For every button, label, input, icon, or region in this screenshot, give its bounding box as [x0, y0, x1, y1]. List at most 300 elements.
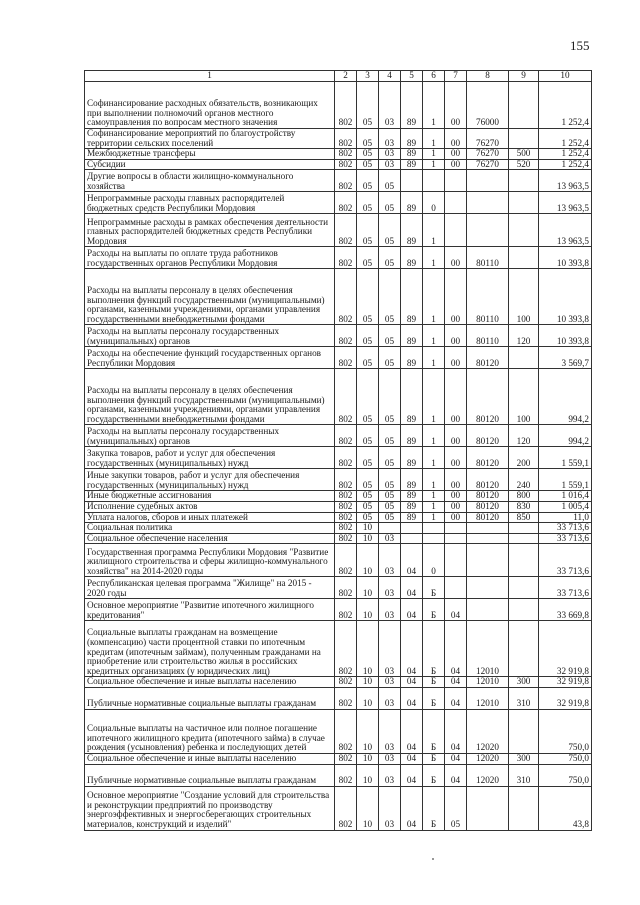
row-event: 04	[445, 687, 467, 709]
row-admin-code: 802	[335, 129, 357, 149]
column-header: 9	[509, 71, 539, 82]
row-admin-code: 802	[335, 544, 357, 577]
row-amount: 33 713,6	[539, 523, 592, 534]
table-row	[85, 523, 592, 534]
row-direction: 12020	[467, 709, 509, 753]
row-subsection: 03	[379, 544, 401, 577]
row-direction: 80120	[467, 425, 509, 447]
row-section: 10	[357, 687, 379, 709]
row-amount: 1 559,1	[539, 447, 592, 469]
row-section: 05	[357, 347, 379, 369]
column-header: 10	[539, 71, 592, 82]
row-subsection: 05	[379, 369, 401, 425]
row-section: 10	[357, 621, 379, 677]
row-subprogram: 1	[423, 501, 445, 512]
row-name: Социальное обеспечение населения	[85, 533, 335, 544]
row-subprogram: 1	[423, 369, 445, 425]
row-program: 04	[401, 544, 423, 577]
row-program: 04	[401, 599, 423, 621]
row-event: 00	[445, 159, 467, 170]
row-name: Расходы на выплаты персоналу в целях обеспечения выполнения функций государственными (муниципальными) органами, казенными учреждениями, органами управления государственными внебюджетными фондами	[85, 369, 335, 425]
table-row	[85, 159, 592, 170]
row-section: 10	[357, 786, 379, 830]
row-expense-type	[509, 577, 539, 599]
row-direction	[467, 214, 509, 247]
row-section: 05	[357, 129, 379, 149]
row-subprogram: Б	[423, 753, 445, 764]
row-subprogram	[423, 523, 445, 534]
row-event: 04	[445, 621, 467, 677]
row-section: 05	[357, 159, 379, 170]
row-direction: 80120	[467, 347, 509, 369]
row-admin-code: 802	[335, 677, 357, 688]
row-expense-type	[509, 533, 539, 544]
row-admin-code: 802	[335, 687, 357, 709]
row-expense-type: 310	[509, 687, 539, 709]
row-expense-type: 300	[509, 753, 539, 764]
row-admin-code: 802	[335, 369, 357, 425]
row-subprogram: 1	[423, 129, 445, 149]
row-name: Социальные выплаты на частичное или полное погашение ипотечного жилищного кредита (ипотечного займа) в случае рождения (усыновления) ребенка и последующих детей	[85, 709, 335, 753]
row-expense-type	[509, 192, 539, 214]
table-row	[85, 447, 592, 469]
column-header: 6	[423, 71, 445, 82]
row-admin-code: 802	[335, 764, 357, 786]
row-direction	[467, 523, 509, 534]
row-name: Расходы на выплаты персоналу в целях обеспечения выполнения функций государственными (муниципальными) органами, казенными учреждениями, органами управления государственными внебюджетными фондами	[85, 269, 335, 325]
row-amount: 1 559,1	[539, 469, 592, 491]
row-subsection: 03	[379, 764, 401, 786]
row-program: 04	[401, 677, 423, 688]
column-header: 1	[85, 71, 335, 82]
row-amount: 994,2	[539, 369, 592, 425]
column-header: 7	[445, 71, 467, 82]
row-program: 04	[401, 753, 423, 764]
row-subprogram: 1	[423, 325, 445, 347]
row-section: 05	[357, 149, 379, 160]
table-row	[85, 347, 592, 369]
row-direction	[467, 170, 509, 192]
row-program: 04	[401, 621, 423, 677]
row-program: 89	[401, 325, 423, 347]
table-row	[85, 533, 592, 544]
row-event	[445, 192, 467, 214]
row-name: Межбюджетные трансферы	[85, 149, 335, 160]
row-amount: 750,0	[539, 709, 592, 753]
row-direction: 80120	[467, 491, 509, 502]
row-program: 04	[401, 687, 423, 709]
budget-table	[84, 70, 592, 831]
row-name: Закупка товаров, работ и услуг для обеспечения государственных (муниципальных) нужд	[85, 447, 335, 469]
row-admin-code: 802	[335, 192, 357, 214]
row-event: 04	[445, 764, 467, 786]
column-header: 3	[357, 71, 379, 82]
row-section: 05	[357, 491, 379, 502]
row-program: 89	[401, 425, 423, 447]
row-amount: 1 005,4	[539, 501, 592, 512]
row-event: 04	[445, 709, 467, 753]
row-subprogram: 1	[423, 347, 445, 369]
row-admin-code: 802	[335, 533, 357, 544]
column-header: 8	[467, 71, 509, 82]
row-expense-type	[509, 247, 539, 269]
row-name: Основное мероприятие "Развитие ипотечного жилищного кредитования"	[85, 599, 335, 621]
row-name: Расходы на выплаты персоналу государственных (муниципальных) органов	[85, 425, 335, 447]
row-subsection: 03	[379, 82, 401, 129]
row-subsection: 03	[379, 677, 401, 688]
row-admin-code: 802	[335, 325, 357, 347]
row-direction	[467, 544, 509, 577]
row-subsection: 03	[379, 687, 401, 709]
row-expense-type: 500	[509, 149, 539, 160]
row-admin-code: 802	[335, 621, 357, 677]
row-section: 10	[357, 677, 379, 688]
row-subsection: 03	[379, 709, 401, 753]
row-name: Социальная политика	[85, 523, 335, 534]
row-program	[401, 170, 423, 192]
row-expense-type: 100	[509, 269, 539, 325]
row-name: Субсидии	[85, 159, 335, 170]
row-subprogram	[423, 533, 445, 544]
row-expense-type: 850	[509, 512, 539, 523]
row-amount: 32 919,8	[539, 687, 592, 709]
row-subsection: 05	[379, 501, 401, 512]
row-direction: 12010	[467, 687, 509, 709]
row-expense-type	[509, 347, 539, 369]
row-subprogram: Б	[423, 709, 445, 753]
table-row	[85, 753, 592, 764]
row-expense-type	[509, 214, 539, 247]
row-subprogram: 1	[423, 425, 445, 447]
row-expense-type: 520	[509, 159, 539, 170]
row-section: 05	[357, 447, 379, 469]
row-section: 05	[357, 247, 379, 269]
row-subprogram	[423, 170, 445, 192]
row-direction: 80120	[467, 501, 509, 512]
row-section: 05	[357, 469, 379, 491]
row-expense-type	[509, 709, 539, 753]
row-amount: 33 713,6	[539, 577, 592, 599]
row-amount: 1 252,4	[539, 82, 592, 129]
row-section: 05	[357, 325, 379, 347]
row-program: 89	[401, 512, 423, 523]
row-expense-type: 100	[509, 369, 539, 425]
row-subsection: 03	[379, 786, 401, 830]
row-event: 00	[445, 501, 467, 512]
row-direction: 12010	[467, 677, 509, 688]
row-program: 89	[401, 247, 423, 269]
table-row	[85, 82, 592, 129]
row-admin-code: 802	[335, 501, 357, 512]
row-subprogram: 0	[423, 544, 445, 577]
row-admin-code: 802	[335, 512, 357, 523]
table-row	[85, 425, 592, 447]
row-section: 10	[357, 533, 379, 544]
row-event: 05	[445, 786, 467, 830]
row-amount: 13 963,5	[539, 170, 592, 192]
row-subsection	[379, 523, 401, 534]
row-program	[401, 533, 423, 544]
table-row	[85, 621, 592, 677]
row-section: 10	[357, 709, 379, 753]
row-name: Республиканская целевая программа "Жилище" на 2015 - 2020 годы	[85, 577, 335, 599]
row-admin-code: 802	[335, 425, 357, 447]
row-subsection: 05	[379, 469, 401, 491]
row-admin-code: 802	[335, 447, 357, 469]
row-event: 00	[445, 491, 467, 502]
column-header: 2	[335, 71, 357, 82]
row-section: 05	[357, 512, 379, 523]
row-admin-code: 802	[335, 214, 357, 247]
table-row	[85, 577, 592, 599]
row-section: 10	[357, 764, 379, 786]
row-program: 89	[401, 149, 423, 160]
row-program: 04	[401, 786, 423, 830]
row-subprogram: 1	[423, 512, 445, 523]
row-subprogram: 1	[423, 469, 445, 491]
row-amount: 3 569,7	[539, 347, 592, 369]
row-admin-code: 802	[335, 786, 357, 830]
row-program: 04	[401, 709, 423, 753]
row-expense-type: 800	[509, 491, 539, 502]
row-program: 89	[401, 214, 423, 247]
row-expense-type	[509, 599, 539, 621]
row-subsection: 03	[379, 621, 401, 677]
table-body	[85, 82, 592, 831]
row-section: 05	[357, 425, 379, 447]
row-program: 89	[401, 501, 423, 512]
row-direction: 80120	[467, 469, 509, 491]
row-expense-type: 200	[509, 447, 539, 469]
column-header: 5	[401, 71, 423, 82]
row-name: Другие вопросы в области жилищно-коммунального хозяйства	[85, 170, 335, 192]
row-amount: 10 393,8	[539, 269, 592, 325]
row-direction: 80120	[467, 512, 509, 523]
row-section: 10	[357, 753, 379, 764]
row-name: Иные бюджетные ассигнования	[85, 491, 335, 502]
row-section: 05	[357, 170, 379, 192]
row-subprogram: 1	[423, 159, 445, 170]
row-admin-code: 802	[335, 599, 357, 621]
row-direction: 80110	[467, 325, 509, 347]
table-row	[85, 709, 592, 753]
row-subsection: 05	[379, 247, 401, 269]
row-amount: 33 713,6	[539, 533, 592, 544]
row-event: 00	[445, 149, 467, 160]
table-row	[85, 599, 592, 621]
row-name: Непрограммные расходы в рамках обеспечения деятельности главных распорядителей бюджетных средств Республики Мордовия	[85, 214, 335, 247]
row-expense-type	[509, 544, 539, 577]
row-name: Исполнение судебных актов	[85, 501, 335, 512]
row-expense-type: 120	[509, 425, 539, 447]
row-admin-code: 802	[335, 523, 357, 534]
row-amount: 43,8	[539, 786, 592, 830]
header-row	[85, 71, 592, 82]
row-admin-code: 802	[335, 170, 357, 192]
row-subprogram: 1	[423, 491, 445, 502]
table-row	[85, 247, 592, 269]
row-program: 89	[401, 82, 423, 129]
row-section: 05	[357, 192, 379, 214]
row-event: 00	[445, 512, 467, 523]
row-subsection: 05	[379, 491, 401, 502]
row-direction: 12020	[467, 753, 509, 764]
row-expense-type: 310	[509, 764, 539, 786]
row-program: 89	[401, 129, 423, 149]
row-name: Расходы на обеспечение функций государственных органов Республики Мордовия	[85, 347, 335, 369]
row-subprogram: 0	[423, 192, 445, 214]
row-direction	[467, 577, 509, 599]
row-admin-code: 802	[335, 159, 357, 170]
row-direction	[467, 192, 509, 214]
row-admin-code: 802	[335, 577, 357, 599]
row-event	[445, 523, 467, 534]
row-name: Софинансирование мероприятий по благоустройству территории сельских поселений	[85, 129, 335, 149]
row-program: 89	[401, 159, 423, 170]
row-event: 04	[445, 599, 467, 621]
row-event	[445, 533, 467, 544]
table-row	[85, 325, 592, 347]
row-admin-code: 802	[335, 469, 357, 491]
row-name: Непрограммные расходы главных распорядителей бюджетных средств Республики Мордовия	[85, 192, 335, 214]
row-subprogram: Б	[423, 621, 445, 677]
row-event	[445, 170, 467, 192]
row-subsection: 05	[379, 170, 401, 192]
row-subsection: 03	[379, 533, 401, 544]
row-event: 00	[445, 269, 467, 325]
row-event: 00	[445, 347, 467, 369]
row-subsection: 03	[379, 577, 401, 599]
row-event: 00	[445, 447, 467, 469]
row-subsection: 05	[379, 192, 401, 214]
row-subsection: 05	[379, 425, 401, 447]
row-direction: 80120	[467, 447, 509, 469]
row-expense-type	[509, 523, 539, 534]
row-event: 00	[445, 325, 467, 347]
row-admin-code: 802	[335, 753, 357, 764]
row-subprogram: 1	[423, 447, 445, 469]
row-amount: 33 713,6	[539, 544, 592, 577]
row-expense-type	[509, 129, 539, 149]
row-amount: 13 963,5	[539, 214, 592, 247]
row-direction: 80120	[467, 369, 509, 425]
row-amount: 1 252,4	[539, 129, 592, 149]
row-name: Социальное обеспечение и иные выплаты населению	[85, 753, 335, 764]
row-program: 89	[401, 192, 423, 214]
row-amount: 32 919,8	[539, 677, 592, 688]
row-subprogram: 1	[423, 269, 445, 325]
row-admin-code: 802	[335, 149, 357, 160]
row-program: 89	[401, 347, 423, 369]
row-event: 00	[445, 82, 467, 129]
row-direction	[467, 599, 509, 621]
table-row	[85, 469, 592, 491]
row-amount: 750,0	[539, 764, 592, 786]
row-amount: 994,2	[539, 425, 592, 447]
row-direction: 76270	[467, 149, 509, 160]
row-section: 05	[357, 501, 379, 512]
row-subsection: 05	[379, 214, 401, 247]
row-name: Основное мероприятие "Создание условий для строительства и реконструкции предприятий по производству энергоэффективных и энергосберегающих строительных материалов, конструкций и изделий"	[85, 786, 335, 830]
row-event: 00	[445, 425, 467, 447]
row-program: 89	[401, 269, 423, 325]
row-subprogram: Б	[423, 764, 445, 786]
row-name: Расходы на выплаты по оплате труда работников государственных органов Республики Мордовия	[85, 247, 335, 269]
row-subprogram: 1	[423, 247, 445, 269]
row-program: 89	[401, 447, 423, 469]
row-admin-code: 802	[335, 82, 357, 129]
row-admin-code: 802	[335, 491, 357, 502]
row-subsection: 03	[379, 129, 401, 149]
row-admin-code: 802	[335, 269, 357, 325]
row-subsection: 05	[379, 325, 401, 347]
row-event: 04	[445, 677, 467, 688]
row-subsection: 03	[379, 753, 401, 764]
row-name: Расходы на выплаты персоналу государственных (муниципальных) органов	[85, 325, 335, 347]
row-amount: 1 252,4	[539, 149, 592, 160]
row-event: 00	[445, 247, 467, 269]
column-header: 4	[379, 71, 401, 82]
row-program	[401, 523, 423, 534]
row-program: 89	[401, 469, 423, 491]
row-section: 10	[357, 544, 379, 577]
row-subprogram: Б	[423, 786, 445, 830]
row-amount: 13 963,5	[539, 192, 592, 214]
row-amount: 1 252,4	[539, 159, 592, 170]
row-subprogram: Б	[423, 577, 445, 599]
row-subsection: 03	[379, 599, 401, 621]
table-row	[85, 129, 592, 149]
row-section: 05	[357, 269, 379, 325]
row-amount: 32 919,8	[539, 621, 592, 677]
table-row	[85, 687, 592, 709]
row-expense-type	[509, 82, 539, 129]
row-program: 04	[401, 577, 423, 599]
row-section: 10	[357, 599, 379, 621]
row-section: 10	[357, 577, 379, 599]
row-event: 04	[445, 753, 467, 764]
row-direction: 76270	[467, 129, 509, 149]
row-event: 00	[445, 369, 467, 425]
row-section: 05	[357, 214, 379, 247]
row-name: Публичные нормативные социальные выплаты гражданам	[85, 764, 335, 786]
row-admin-code: 802	[335, 347, 357, 369]
row-subsection: 05	[379, 347, 401, 369]
table-row	[85, 677, 592, 688]
row-expense-type	[509, 621, 539, 677]
row-subprogram: 1	[423, 214, 445, 247]
table-row	[85, 170, 592, 192]
row-expense-type: 120	[509, 325, 539, 347]
row-program: 89	[401, 491, 423, 502]
row-name: Уплата налогов, сборов и иных платежей	[85, 512, 335, 523]
row-name: Иные закупки товаров, работ и услуг для обеспечения государственных (муниципальных) нужд	[85, 469, 335, 491]
table-row	[85, 491, 592, 502]
row-section: 10	[357, 523, 379, 534]
row-amount: 33 669,8	[539, 599, 592, 621]
table-row	[85, 512, 592, 523]
row-direction	[467, 786, 509, 830]
row-section: 05	[357, 82, 379, 129]
table-row	[85, 786, 592, 830]
row-subprogram: Б	[423, 599, 445, 621]
table-row	[85, 214, 592, 247]
row-subsection: 05	[379, 447, 401, 469]
row-direction	[467, 533, 509, 544]
row-subsection: 05	[379, 512, 401, 523]
row-event	[445, 214, 467, 247]
row-direction: 76270	[467, 159, 509, 170]
